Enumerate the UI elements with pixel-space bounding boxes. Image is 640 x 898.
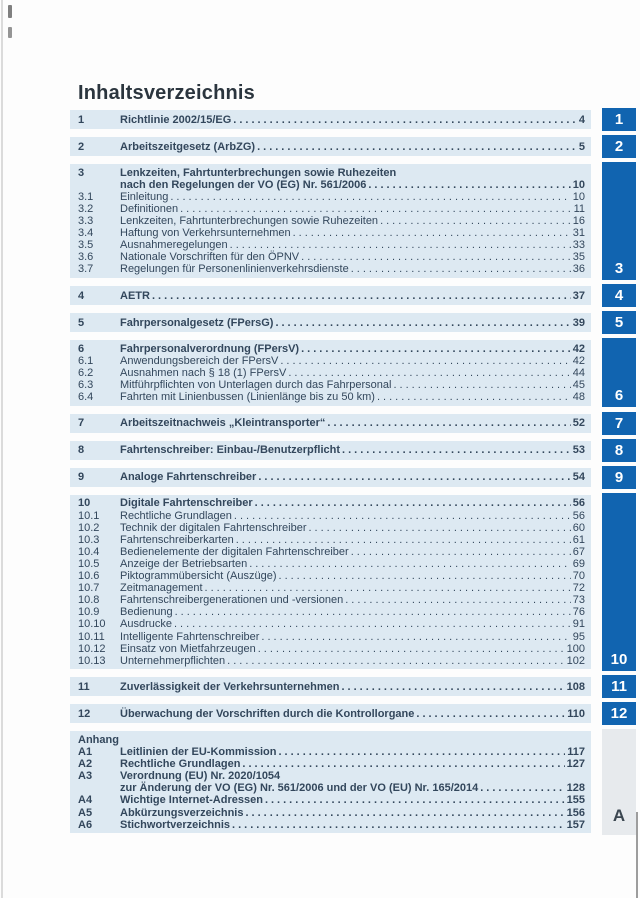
chapter-number: 11 (78, 680, 90, 693)
toc-row (70, 471, 585, 483)
entry-label: Definitionen (120, 202, 179, 215)
entry-label: Zuverlässigkeit der Verkehrsunternehmen (120, 680, 340, 693)
toc-group (70, 286, 591, 305)
chapter-number: A6 (78, 818, 93, 831)
entry-label: Leitlinien der EU-Kommission (120, 746, 277, 759)
dot-leader (380, 215, 571, 227)
toc-row (70, 263, 585, 275)
dot-leader (232, 819, 565, 831)
dot-leader (261, 631, 570, 643)
toc-row (70, 239, 585, 251)
side-tab-7 (602, 412, 636, 435)
side-tab-label: 12 (610, 705, 628, 722)
entry-label: Fahrten mit Linienbussen (Linienlänge bis zu 50 km) (120, 391, 375, 404)
chapter-number: 12 (78, 707, 91, 720)
dot-leader (416, 708, 565, 720)
toc-row (70, 510, 585, 522)
scan-mark (8, 27, 12, 38)
dot-leader (236, 534, 571, 546)
page-number: 11 (573, 202, 585, 215)
toc-row (70, 343, 585, 355)
chapter-number: 4 (78, 289, 85, 302)
chapter-number: 3.1 (78, 190, 94, 203)
dot-leader (280, 355, 570, 367)
entry-label: Unternehmerpflichten (120, 654, 226, 667)
side-tab-5 (602, 311, 636, 334)
side-tab-6 (602, 338, 636, 407)
toc-row (70, 643, 585, 655)
chapter-number: A1 (78, 746, 93, 759)
entry-label: Technik der digitalen Fahrtenschreiber (120, 521, 307, 534)
entry-label: Analoge Fahrtenschreiber (120, 471, 257, 484)
chapter-number: 10.3 (78, 533, 100, 546)
chapter-number: A2 (78, 758, 93, 771)
dot-leader (377, 391, 571, 403)
toc-group (70, 313, 591, 332)
entry-label: Arbeitszeitgesetz (ArbZG) (120, 140, 256, 153)
side-tab-label: 3 (614, 260, 624, 277)
entry-label: Zeitmanagement (120, 582, 203, 595)
page-number: 42 (572, 342, 585, 355)
entry-label: Haftung von Verkehrsunternehmen (120, 227, 291, 240)
chapter-number: 5 (78, 316, 85, 329)
toc-row (70, 191, 585, 203)
toc (70, 110, 591, 841)
entry-label: nach den Regelungen der VO (EG) Nr. 561/2006 (120, 178, 367, 191)
entry-label: Überwachung der Vorschriften durch die Kontrollorgane (120, 707, 415, 720)
page-title: Inhaltsverzeichnis (78, 82, 255, 104)
toc-row (70, 582, 585, 594)
entry-label: Nationale Vorschriften für den ÖPNV (120, 251, 300, 264)
toc-row (70, 807, 585, 819)
chapter-number: 10.12 (78, 642, 106, 655)
page-number: 45 (572, 379, 585, 391)
toc-row (70, 819, 585, 831)
toc-row (70, 251, 585, 263)
dot-leader (234, 510, 571, 522)
side-tab-12 (602, 702, 636, 725)
dot-leader (301, 251, 571, 263)
toc-row (70, 534, 585, 546)
toc-group (70, 164, 591, 278)
entry-label: Anwendungsbereich der FPersV (120, 354, 279, 367)
page-number: 156 (566, 806, 585, 819)
chapter-number: 3.5 (78, 239, 94, 252)
dot-leader (342, 444, 571, 456)
scan-mark (8, 5, 12, 18)
chapter-number: 10.2 (78, 521, 100, 534)
dot-leader (293, 227, 571, 239)
page-number: 70 (572, 570, 585, 583)
entry-label: Fahrpersonalgesetz (FPersG) (120, 316, 274, 329)
page-number: 54 (572, 471, 585, 484)
chapter-number: 6.4 (78, 391, 94, 404)
dot-leader (309, 522, 571, 534)
side-tab-9 (602, 466, 636, 489)
page-number: 53 (572, 444, 585, 457)
dot-leader (242, 758, 564, 770)
chapter-number: 10.5 (78, 557, 100, 570)
dot-leader (351, 546, 571, 558)
side-tab-label: 8 (614, 442, 624, 459)
dot-leader (230, 239, 571, 251)
side-tab-label: 1 (614, 111, 624, 128)
chapter-number: 9 (78, 471, 85, 484)
side-tab-label: 11 (611, 678, 627, 695)
page-number: 117 (567, 746, 585, 759)
dot-leader (279, 570, 571, 582)
toc-row (70, 570, 585, 582)
toc-row (70, 114, 585, 126)
page-number: 128 (566, 782, 585, 795)
toc-row (70, 179, 585, 191)
chapter-number: 3 (78, 166, 85, 179)
chapter-number: 7 (78, 417, 85, 430)
entry-label: Fahrpersonalverordnung (FPersV) (120, 342, 300, 355)
page-number: 10 (572, 190, 585, 203)
entry-label: Stichwortverzeichnis (120, 818, 231, 831)
dot-leader (368, 179, 570, 191)
page-number: 42 (572, 354, 585, 367)
toc-group (70, 704, 591, 723)
side-tab-label: 5 (614, 314, 624, 331)
entry-label: Fahrtenschreiberkarten (120, 533, 234, 546)
side-tab-label: 10 (610, 651, 628, 668)
side-tab-label: 7 (614, 415, 624, 432)
scan-edge-right (636, 812, 638, 898)
page-number: 10 (572, 178, 585, 191)
toc-row (70, 655, 585, 667)
toc-row (70, 782, 585, 794)
page-number: 56 (572, 497, 585, 510)
dot-leader (227, 655, 564, 667)
toc-row (70, 770, 585, 782)
page-number: 33 (572, 239, 585, 252)
page-number: 16 (572, 215, 585, 228)
chapter-number: 2 (78, 140, 85, 153)
side-tab-a (602, 729, 636, 835)
toc-row (70, 379, 585, 391)
side-tab-4 (602, 284, 636, 307)
toc-row (70, 606, 585, 618)
entry-label: Bedienelemente der digitalen Fahrtenschreiber (120, 545, 349, 558)
entry-label: Ausnahmeregelungen (120, 239, 228, 252)
page-number: 67 (572, 545, 585, 558)
chapter-number: 6 (78, 342, 85, 355)
toc-row (70, 546, 585, 558)
dot-leader (265, 794, 565, 806)
dot-leader (301, 343, 571, 355)
chapter-number: 10.11 (78, 630, 105, 643)
chapter-number: 8 (78, 444, 85, 457)
chapter-number: 10.9 (78, 606, 100, 619)
dot-leader (174, 618, 571, 630)
toc-row (70, 681, 585, 693)
chapter-number: A3 (78, 770, 93, 783)
entry-label: Richtlinie 2002/15/EG (120, 113, 232, 126)
toc-row (70, 794, 585, 806)
dot-leader (152, 290, 571, 302)
page-number: 108 (566, 680, 585, 693)
dot-leader (275, 317, 570, 329)
dot-leader (257, 141, 577, 153)
chapter-number: 10.8 (78, 594, 100, 607)
entry-label: Rechtliche Grundlagen (120, 509, 232, 522)
page-number: 69 (572, 557, 585, 570)
entry-label: Wichtige Internet-Adressen (120, 794, 263, 807)
dot-leader (258, 643, 565, 655)
chapter-number: 3.3 (78, 215, 94, 228)
toc-group (70, 110, 591, 129)
page-number: 110 (567, 707, 585, 720)
dot-leader (233, 114, 577, 126)
page-number: 4 (578, 113, 585, 126)
entry-label: Intelligente Fahrtenschreiber (120, 630, 260, 643)
dot-leader (258, 471, 570, 483)
side-tab-label: 6 (614, 387, 624, 404)
page-number: 102 (566, 654, 585, 667)
side-tab-label: 4 (614, 287, 624, 304)
dot-leader (351, 263, 571, 275)
toc-group (70, 731, 591, 833)
chapter-number: 3.4 (78, 227, 94, 240)
toc-row (70, 558, 585, 570)
toc-row (70, 594, 585, 606)
entry-label: Arbeitszeitnachweis „Kleintransporter“ (120, 417, 326, 430)
page-number: 5 (578, 140, 585, 153)
toc-row (70, 631, 585, 643)
dot-leader (288, 367, 570, 379)
toc-group (70, 137, 591, 156)
dot-leader (341, 681, 564, 693)
entry-label: Ausnahmen nach § 18 (1) FPersV (120, 366, 287, 379)
side-tab-label: A (612, 806, 626, 825)
toc-row (70, 497, 585, 509)
chapter-number: A5 (78, 806, 93, 819)
entry-label: Bedienung (120, 606, 173, 619)
page-number: 39 (572, 316, 585, 329)
side-tab-3 (602, 162, 636, 280)
dot-leader (278, 746, 565, 758)
toc-group (70, 677, 591, 696)
toc-row (70, 215, 585, 227)
chapter-number: 10.10 (78, 618, 106, 631)
toc-row (70, 141, 585, 153)
dot-leader (480, 782, 564, 794)
toc-row (70, 417, 585, 429)
chapter-number: 6.1 (78, 354, 94, 367)
entry-label: Abkürzungsverzeichnis (120, 806, 244, 819)
chapter-number: 6.3 (78, 379, 94, 391)
page-number: 127 (566, 758, 585, 771)
page-number: 60 (572, 521, 585, 534)
entry-label: AETR (120, 289, 150, 302)
dot-leader (205, 582, 571, 594)
dot-leader (245, 807, 564, 819)
entry-label: Verordnung (EU) Nr. 2020/1054 (120, 770, 281, 783)
entry-label: zur Änderung der VO (EG) Nr. 561/2006 und der VO (EU) Nr. 165/2014 (120, 782, 479, 795)
side-tab-1 (602, 108, 636, 131)
page-number: 72 (572, 582, 585, 595)
side-tab-8 (602, 439, 636, 462)
toc-row (70, 391, 585, 403)
dot-leader (175, 606, 571, 618)
toc-group (70, 441, 591, 460)
page-number: 35 (572, 251, 585, 264)
entry-label: Regelungen für Personenlinienverkehrsdienste (120, 263, 349, 276)
entry-label: Anhang (78, 733, 119, 746)
side-tab-11 (602, 675, 636, 698)
entry-label: Digitale Fahrtenschreiber (120, 497, 253, 510)
toc-row (70, 227, 585, 239)
toc-row (70, 355, 585, 367)
toc-row (70, 290, 585, 302)
side-tab-2 (602, 135, 636, 158)
page-number: 56 (572, 509, 585, 522)
entry-label: Einleitung (120, 190, 169, 203)
page-number: 91 (572, 618, 585, 631)
dot-leader (393, 379, 570, 391)
page-number: 61 (572, 533, 585, 546)
page-number: 36 (572, 263, 585, 276)
toc-row (70, 367, 585, 379)
chapter-number: 10.13 (78, 654, 106, 667)
entry-label: Anzeige der Betriebsarten (120, 557, 248, 570)
chapter-number: 3.6 (78, 251, 94, 264)
dot-leader (327, 417, 570, 429)
toc-row (70, 444, 585, 456)
page-number: 31 (572, 227, 585, 240)
toc-group (70, 468, 591, 487)
scan-edge-left (1, 0, 3, 898)
page-number: 95 (572, 630, 585, 643)
chapter-number: 10.1 (78, 509, 100, 522)
page-number: 52 (572, 417, 585, 430)
chapter-number: 10 (78, 497, 91, 510)
toc-row (70, 708, 585, 720)
entry-label: Ausdrucke (120, 618, 172, 631)
chapter-number: 10.7 (78, 582, 100, 595)
page-number: 100 (566, 642, 585, 655)
page-number: 37 (572, 289, 585, 302)
chapter-number: 3.2 (78, 202, 94, 215)
page-number: 73 (572, 594, 585, 607)
page-number: 76 (572, 606, 585, 619)
page-number: 157 (566, 818, 585, 831)
toc-group (70, 340, 591, 405)
dot-leader (180, 203, 571, 215)
dot-leader (255, 497, 571, 509)
dot-leader (249, 558, 571, 570)
chapter-number: A4 (78, 794, 93, 807)
entry-label: Lenkzeiten, Fahrtunterbrechungen sowie Ruhezeiten (120, 166, 397, 179)
page-number: 48 (572, 391, 585, 404)
toc-row (70, 203, 585, 215)
chapter-number: 1 (78, 113, 85, 126)
chapter-number: 10.6 (78, 570, 100, 583)
entry-label: Rechtliche Grundlagen (120, 758, 241, 771)
toc-row (70, 734, 585, 746)
side-tab-label: 2 (614, 138, 624, 155)
entry-label: Lenkzeiten, Fahrtunterbrechungen sowie Ruhezeiten (120, 215, 379, 228)
side-tab-10 (602, 493, 636, 671)
toc-row (70, 618, 585, 630)
entry-label: Fahrtenschreiber: Einbau-/Benutzerpflicht (120, 444, 341, 457)
chapter-number: 6.2 (78, 366, 94, 379)
entry-label: Einsatz von Mietfahrzeugen (120, 642, 256, 655)
entry-label: Piktogrammübersicht (Auszüge) (120, 570, 277, 583)
page-number: 155 (566, 794, 585, 807)
page-number: 44 (572, 366, 585, 379)
entry-label: Mitführpflichten von Unterlagen durch das Fahrpersonal (120, 379, 392, 391)
dot-leader (170, 191, 570, 203)
toc-group (70, 495, 591, 669)
dot-leader (345, 594, 571, 606)
toc-row (70, 317, 585, 329)
entry-label: Fahrtenschreibergenerationen und -versionen (120, 594, 344, 607)
chapter-number: 10.4 (78, 545, 100, 558)
toc-group (70, 414, 591, 433)
chapter-number: 3.7 (78, 263, 94, 276)
side-tab-label: 9 (614, 469, 624, 486)
toc-row (70, 746, 585, 758)
toc-row (70, 167, 585, 179)
toc-row (70, 758, 585, 770)
toc-row (70, 522, 585, 534)
